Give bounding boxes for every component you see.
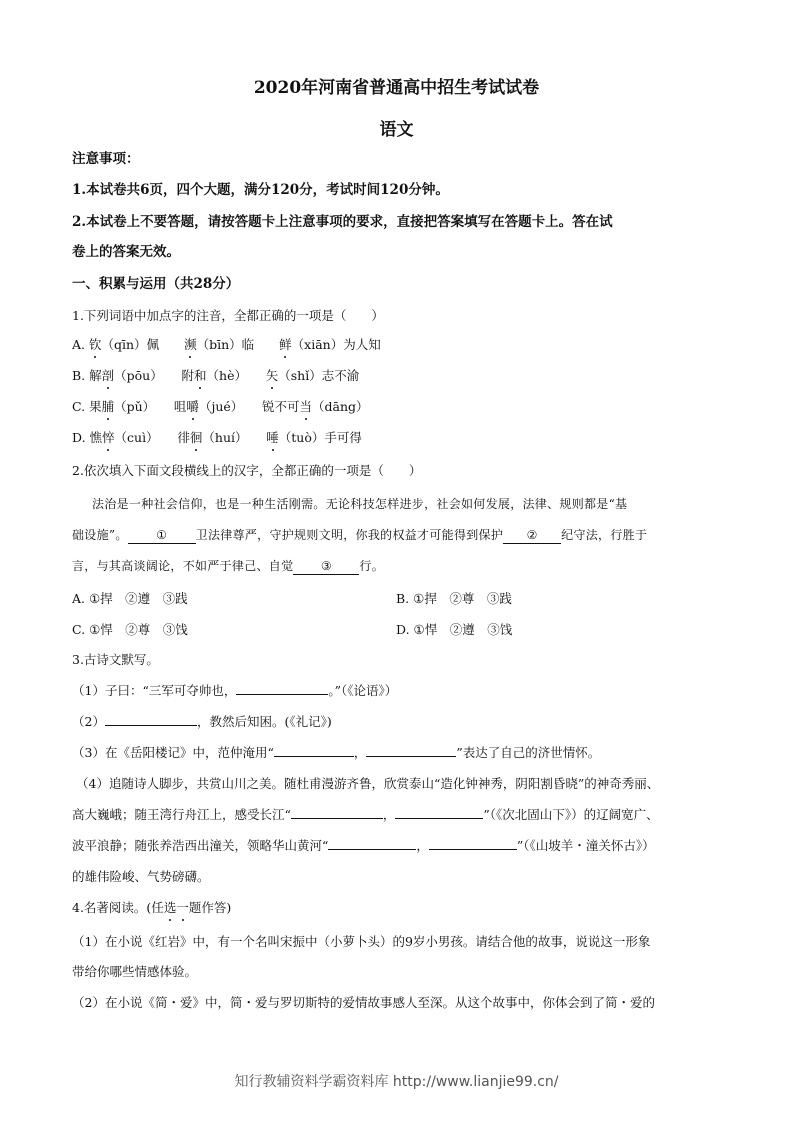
q4-stem [72, 900, 231, 916]
blank-3: ③ [293, 558, 359, 575]
q1-option-a [72, 337, 381, 353]
q1b-w2: 附和 [181, 368, 207, 383]
q3-2a: （2） [72, 714, 105, 729]
q4-item-2-line-1: （2）在小说《简・爱》中，简・爱与罗切斯特的爱情故事感人至深。从这个故事中，你体会到了简・爱的 [72, 995, 655, 1010]
q4-stem-a: 4.名著阅读。(任 [72, 900, 164, 915]
q1b-c3: （shǐ）志不渝 [278, 368, 360, 383]
q1a-p1: A. 钦 [72, 337, 102, 352]
q1d-w3: 唾 [266, 430, 279, 445]
q1d-c3: （tuò）手可得 [278, 430, 362, 445]
q3-4c2: ， [416, 838, 429, 853]
dotted-char: 徊 [189, 430, 203, 445]
exam-title: 2020年河南省普通高中招生考试试卷 [253, 78, 540, 98]
q1a-c2: （bīn）临 [196, 337, 280, 352]
q1b-w3: 矢 [265, 368, 279, 383]
q1-option-d [72, 430, 362, 446]
q3-item-4-line-4: 的雄伟险峻、气势磅礴。 [72, 869, 210, 884]
q2-p3a: 言，与其高谈阔论，不如严于律己、自觉 [72, 559, 294, 573]
q2-passage-line-3 [72, 558, 384, 575]
q3-4c1: 波平浪静；随张养浩西出潼关，领略华山黄河“ [72, 838, 329, 853]
q3-3b: ， [353, 745, 367, 760]
dotted-char: 和 [194, 368, 207, 383]
q3-4b2: ， [382, 807, 396, 822]
q3-4b1: 高大巍峨；随王湾行舟江上，感受长江“ [72, 807, 291, 822]
q2-option-b: B. ①捍 ②尊 ③践 [396, 591, 512, 606]
q1a-c3: （xiān）为人知 [291, 337, 381, 352]
q2-p2c: 纪守法，行胜于 [561, 528, 648, 542]
q1-option-c [72, 399, 369, 415]
q3-item-4-line-1: （4）追随诗人脚步，共赏山川之美。随杜甫漫游齐鲁，欣赏泰山“造化钟神秀，阴阳割昏晓”的神奇秀丽、 [76, 776, 660, 791]
q1c-w2: 咀嚼 [173, 399, 199, 414]
q2-passage-line-1: 法治是一种社会信仰，也是一种生活刚需。无论科技怎样进步，社会如何发展，法律、规则都是“基 [92, 497, 628, 511]
q4-item-1-line-2: 带给你哪些情感体验。 [72, 964, 198, 979]
dotted-char: 当 [299, 399, 313, 414]
dotted-char: 脯 [101, 399, 115, 414]
q3-item-4-line-3 [72, 838, 655, 854]
q3-item-2 [72, 714, 332, 730]
q1c-p1: C. 果脯 [72, 399, 115, 414]
blank-2: ② [503, 527, 561, 544]
q2-p2b: 卫法律尊严，守护规则文明，你我的权益才可能得到保护 [195, 528, 504, 542]
q1a-w3: 鲜 [279, 337, 292, 352]
q1b-c1: （pōu） [114, 368, 182, 383]
q3-item-1 [72, 683, 397, 699]
q3-4b3: ”（《次北固山下》）的辽阔宽广、 [483, 807, 659, 822]
answer-blank [328, 849, 416, 850]
q4-stem-dot2: 一 [176, 900, 189, 915]
dotted-char: 嚼 [186, 399, 199, 414]
answer-blank [236, 694, 328, 695]
q2-p3b: 行。 [359, 559, 385, 573]
notice-item-1: 1.本试卷共6页，四个大题，满分120分，考试时间120分钟。 [72, 182, 449, 198]
q2-option-a: A. ①捍 ②遵 ③践 [72, 591, 188, 606]
answer-blank [366, 756, 456, 757]
dotted-char: 悴 [102, 430, 115, 445]
q4-stem-dot1: 选 [163, 900, 177, 915]
q2-passage-line-2 [72, 527, 647, 544]
q2-stem: 2.依次填入下面文段横线上的汉字，全都正确的一项是（ ） [72, 463, 422, 478]
answer-blank [291, 818, 383, 819]
q1d-c1: （cuì） [114, 430, 178, 445]
q1c-w3: 锐不可当 [262, 399, 313, 414]
q3-2b: ，教然后知困。(《礼记》) [196, 714, 332, 729]
q1b-c2: （hè） [206, 368, 266, 383]
q3-1a: （1）子曰：“三军可夺帅也， [72, 683, 237, 698]
dotted-char: 钦 [88, 337, 102, 352]
blank-1: ① [128, 527, 196, 544]
answer-blank [395, 818, 483, 819]
answer-blank [274, 756, 354, 757]
q1d-w2: 徘徊 [177, 430, 203, 445]
q1-stem: 1.下列词语中加点字的注音，全都正确的一项是（ ） [72, 308, 384, 323]
q2-option-c: C. ①悍 ②尊 ③饯 [72, 622, 188, 637]
q1a-p1b: 佩 [146, 337, 185, 352]
q1a-c1: （qīn） [101, 337, 147, 352]
subject-title: 语文 [379, 120, 414, 140]
q4-item-1-line-1: （1）在小说《红岩》中，有一个名叫宋振中（小萝卜头）的9岁小男孩。请结合他的故事，说说这一形象 [72, 934, 651, 949]
q1a-w2: 濒 [184, 337, 197, 352]
footer-watermark: 知行教辅资料学霸资料库 http://www.lianjie99.cn/ [234, 1074, 559, 1090]
q3-3a: （3）在《岳阳楼记》中，范仲淹用“ [72, 745, 274, 760]
dotted-char: 剖 [101, 368, 115, 383]
q1c-c2: （jué） [198, 399, 263, 414]
q3-4c3: ”（《山坡羊・潼关怀古》） [516, 838, 655, 853]
section-heading: 一、积累与运用（共28分） [72, 276, 240, 292]
answer-blank [429, 849, 517, 850]
q2-option-d: D. ①悍 ②遵 ③饯 [396, 622, 513, 637]
notice-item-2-line-1: 2.本试卷上不要答题，请按答题卡上注意事项的要求，直接把答案填写在答题卡上。答在试 [72, 214, 613, 230]
notice-heading: 注意事项： [72, 151, 140, 167]
q3-3c: ”表达了自己的济世情怀。 [456, 745, 601, 760]
q4-stem-b: 题作答) [188, 900, 232, 915]
q1c-c3: （dāng） [312, 399, 369, 414]
q3-item-3 [72, 745, 600, 761]
q1b-p1: B. 解剖 [72, 368, 115, 383]
q3-1b: 。”（《论语》） [328, 683, 398, 698]
notice-item-2-line-2: 卷上的答案无效。 [72, 244, 180, 260]
q1-option-b [72, 368, 359, 384]
q1d-p1: D. 憔悴 [72, 430, 115, 445]
q3-stem: 3.古诗文默写。 [72, 652, 159, 667]
q3-item-4-line-2 [72, 807, 659, 823]
q1d-c2: （huí） [202, 430, 267, 445]
q1c-c1: （pǔ） [114, 399, 174, 414]
answer-blank [105, 725, 197, 726]
q2-p2a: 础设施”。 [72, 528, 128, 542]
